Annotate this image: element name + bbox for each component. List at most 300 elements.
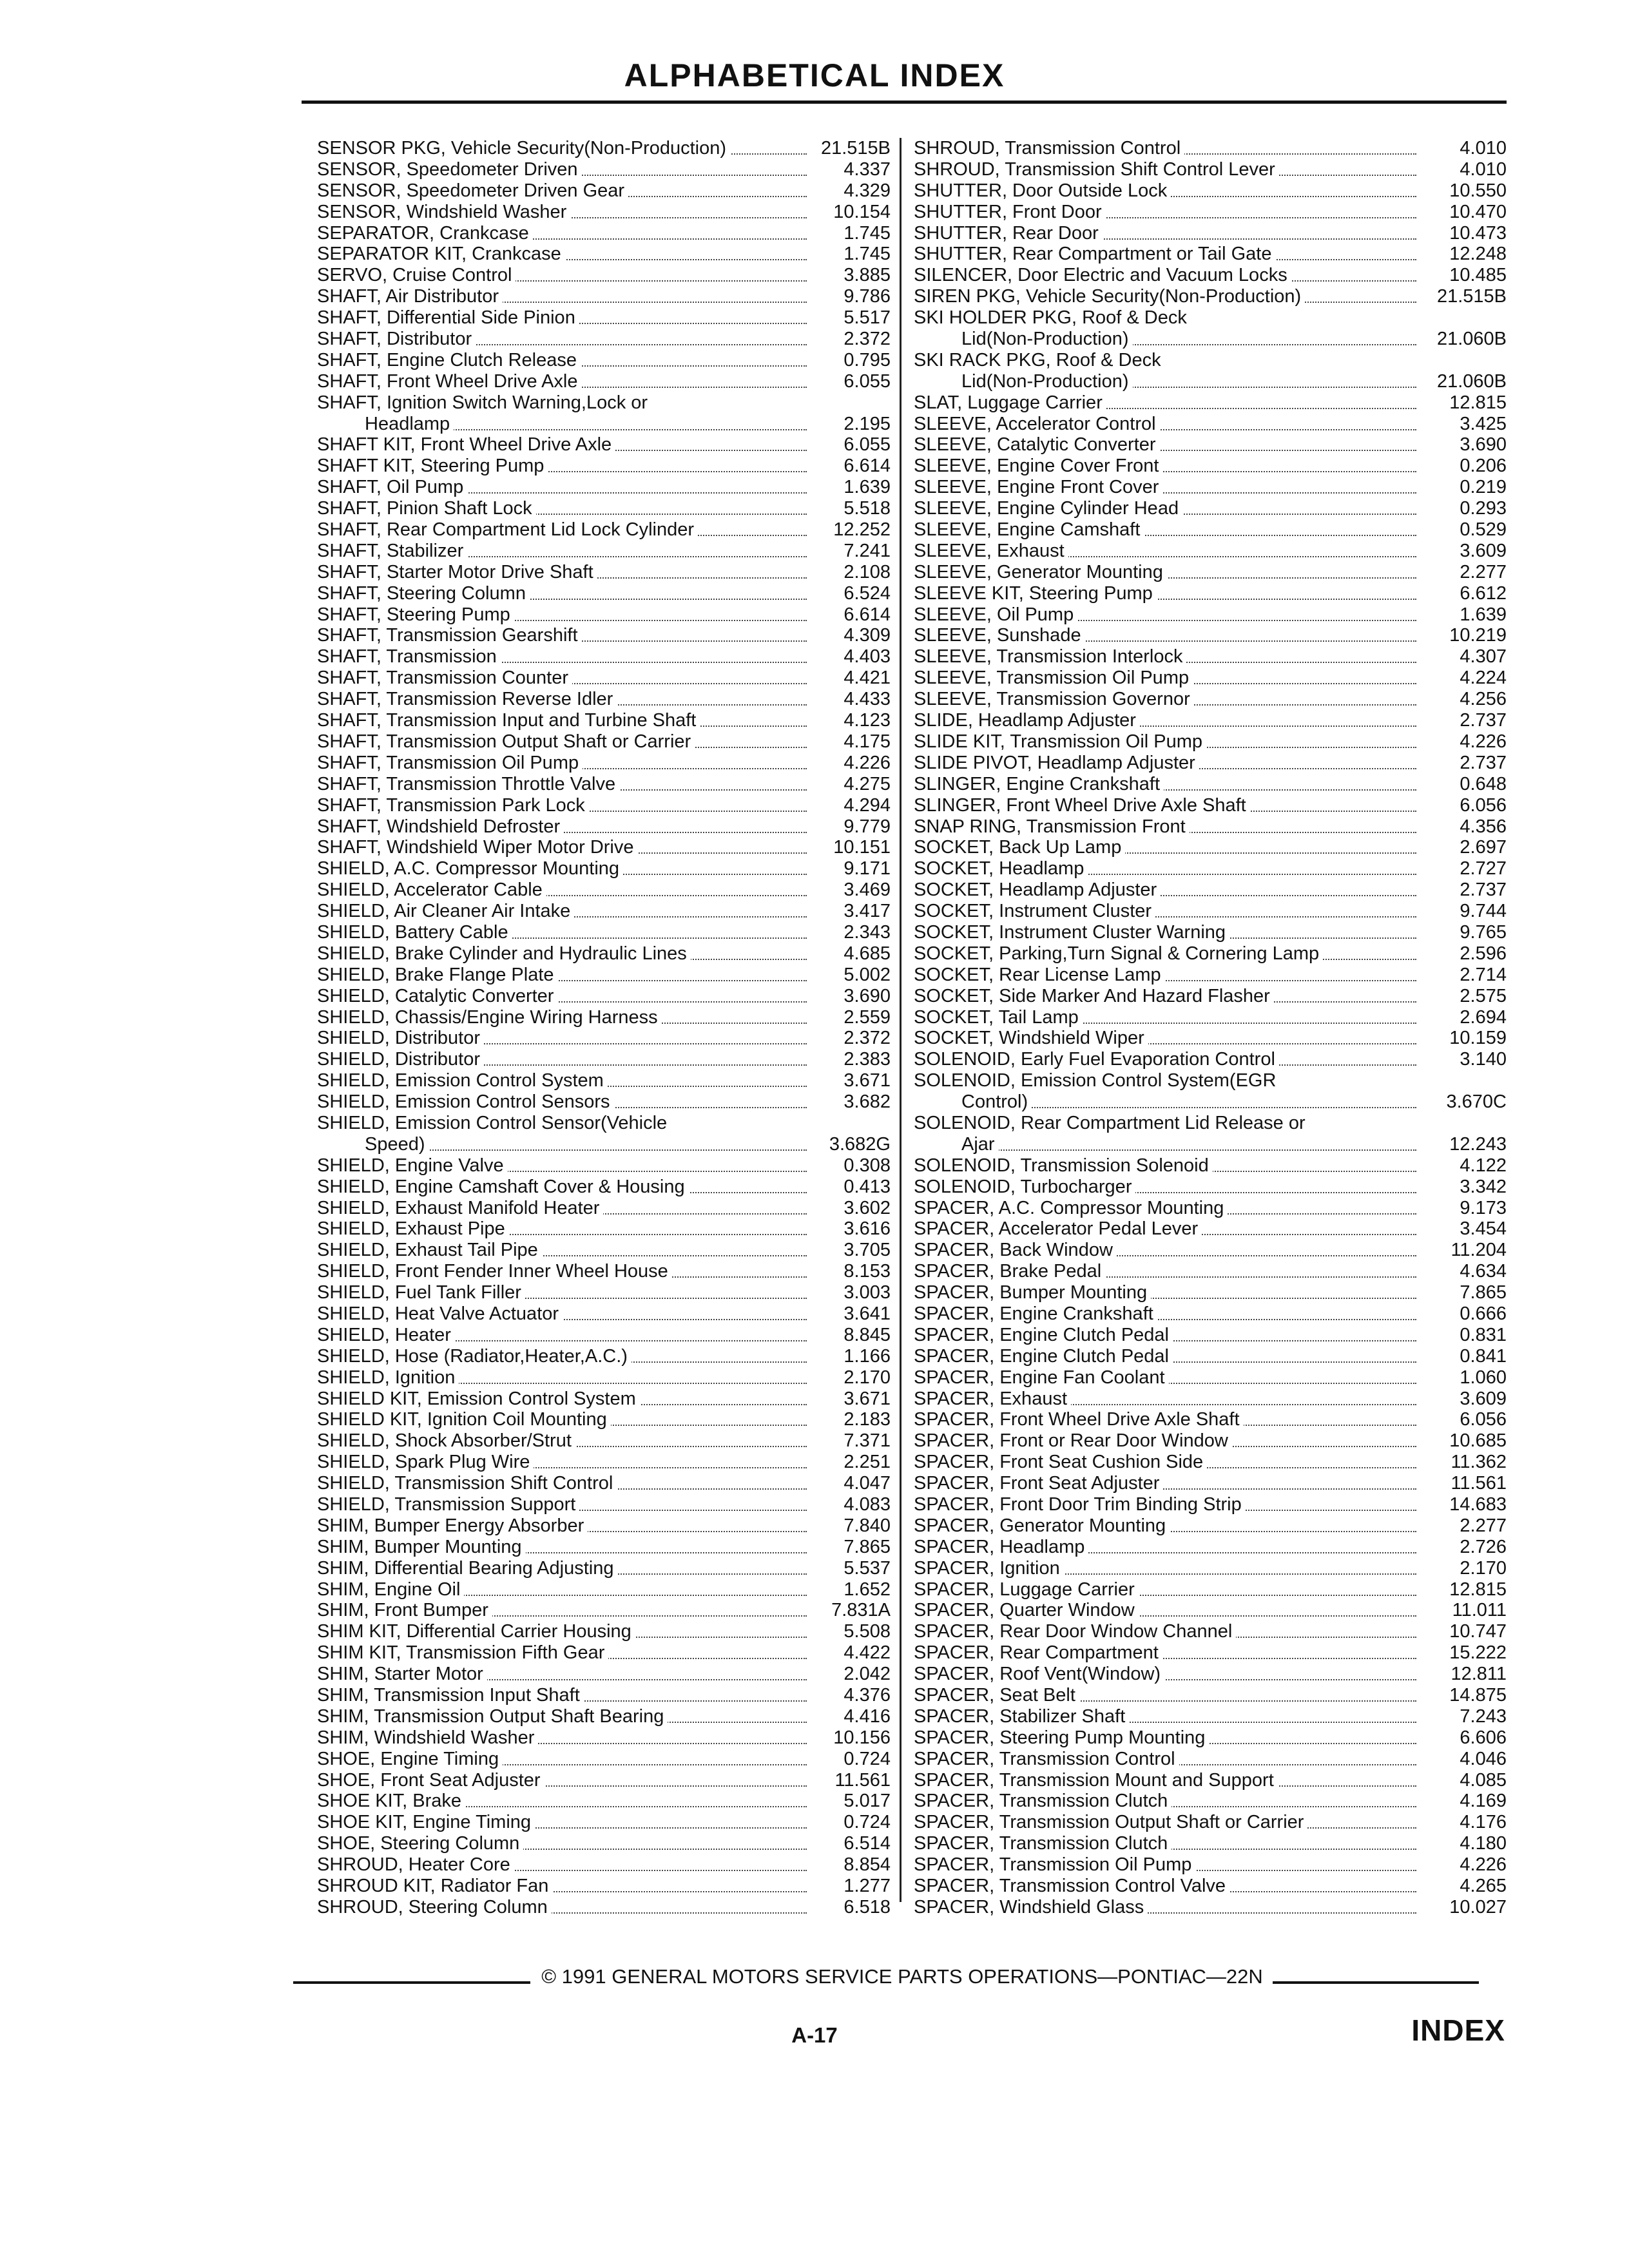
index-entry xyxy=(317,837,891,858)
entry-reference-number: 4.433 xyxy=(840,689,891,710)
entry-reference-number: 4.122 xyxy=(1456,1155,1507,1177)
entry-text: SHIELD, Emission Control System xyxy=(317,1070,608,1091)
entry-text: SHAFT, Oil Pump xyxy=(317,477,467,498)
entry-text: SHAFT, Steering Pump xyxy=(317,604,514,626)
entry-text: SHIM KIT, Differential Carrier Housing xyxy=(317,1621,635,1642)
entry-reference-number: 2.559 xyxy=(840,1007,891,1028)
index-entry xyxy=(914,562,1507,583)
index-entry xyxy=(914,498,1507,519)
entry-text: SHIELD, Transmission Support xyxy=(317,1494,579,1515)
entry-text: SLEEVE, Transmission Oil Pump xyxy=(914,668,1193,689)
entry-text: SHIELD, Heater xyxy=(317,1325,455,1346)
entry-reference-number: 10.151 xyxy=(829,837,891,858)
index-entry xyxy=(914,668,1507,689)
index-entry xyxy=(914,965,1507,986)
entry-reference-number: 4.416 xyxy=(840,1706,891,1727)
entry-text: SPACER, Steering Pump Mounting xyxy=(914,1727,1209,1749)
entry-reference-number: 0.219 xyxy=(1456,477,1507,498)
index-entry xyxy=(317,1007,891,1028)
index-entry xyxy=(317,1346,891,1367)
entry-reference-number: 21.060B xyxy=(1433,329,1507,350)
index-entry xyxy=(317,519,891,541)
index-entry xyxy=(317,1282,891,1303)
index-entry xyxy=(317,541,891,562)
index-entry xyxy=(914,329,1507,350)
index-entry xyxy=(914,1177,1507,1198)
index-entry xyxy=(914,392,1507,414)
entry-reference-number: 4.175 xyxy=(840,731,891,753)
title-rule xyxy=(302,101,1507,104)
index-entry xyxy=(317,1452,891,1473)
index-entry xyxy=(317,244,891,265)
entry-text: SPACER, Transmission Oil Pump xyxy=(914,1854,1195,1876)
entry-reference-number: 4.294 xyxy=(840,795,891,816)
entry-reference-number: 1.745 xyxy=(840,223,891,244)
index-entry xyxy=(914,1367,1507,1389)
entry-text: SHIELD, Emission Control Sensors xyxy=(317,1091,614,1113)
entry-reference-number: 11.362 xyxy=(1447,1452,1507,1473)
entry-text: SHIELD, Transmission Shift Control xyxy=(317,1473,617,1494)
entry-reference-number: 2.697 xyxy=(1456,837,1507,858)
entry-text: Headlamp xyxy=(317,414,454,435)
entry-text: SHAFT, Front Wheel Drive Axle xyxy=(317,371,582,392)
index-entry xyxy=(317,1854,891,1876)
entry-text: SHIM, Engine Oil xyxy=(317,1579,464,1600)
entry-text: SHIELD, Exhaust Tail Pipe xyxy=(317,1240,542,1261)
entry-reference-number: 1.639 xyxy=(1456,604,1507,626)
entry-text: SHIELD, A.C. Compressor Mounting xyxy=(317,858,623,879)
entry-reference-number: 4.083 xyxy=(840,1494,891,1515)
entry-text: SHUTTER, Rear Door xyxy=(914,223,1103,244)
entry-reference-number: 4.685 xyxy=(840,943,891,965)
index-entry xyxy=(317,1070,891,1091)
entry-text: SHAFT KIT, Front Wheel Drive Axle xyxy=(317,434,615,456)
entry-reference-number: 11.011 xyxy=(1449,1600,1507,1621)
index-entry xyxy=(317,329,891,350)
entry-reference-number: 0.206 xyxy=(1456,456,1507,477)
entry-reference-number: 0.795 xyxy=(840,350,891,371)
index-entry xyxy=(914,795,1507,816)
entry-text: SHIELD, Brake Flange Plate xyxy=(317,965,558,986)
entry-text: SHAFT, Transmission Park Lock xyxy=(317,795,589,816)
index-entry xyxy=(914,986,1507,1007)
entry-reference-number: 2.575 xyxy=(1456,986,1507,1007)
entry-text: SHIM KIT, Transmission Fifth Gear xyxy=(317,1642,608,1664)
index-entry xyxy=(317,286,891,307)
entry-text: SPACER, Transmission Mount and Support xyxy=(914,1770,1278,1791)
entry-text: SHROUD, Transmission Shift Control Lever xyxy=(914,159,1279,180)
footer-rule-left xyxy=(293,1981,530,1984)
index-entry xyxy=(317,1791,891,1812)
entry-text: SPACER, Seat Belt xyxy=(914,1685,1079,1706)
entry-text: SLEEVE, Engine Cylinder Head xyxy=(914,498,1182,519)
entry-text: SPACER, Luggage Carrier xyxy=(914,1579,1139,1600)
entry-reference-number: 4.046 xyxy=(1456,1749,1507,1770)
index-entry xyxy=(914,1113,1507,1134)
entry-reference-number: 8.845 xyxy=(840,1325,891,1346)
entry-text: SPACER, Transmission Control Valve xyxy=(914,1876,1229,1897)
index-entry xyxy=(914,816,1507,838)
entry-reference-number: 9.173 xyxy=(1456,1198,1507,1219)
entry-text: SPACER, Front Seat Adjuster xyxy=(914,1473,1163,1494)
entry-text: SHAFT, Steering Column xyxy=(317,583,530,604)
entry-reference-number: 0.724 xyxy=(840,1812,891,1833)
index-entry xyxy=(317,456,891,477)
entry-text: SLEEVE, Accelerator Control xyxy=(914,414,1160,435)
entry-reference-number: 4.356 xyxy=(1456,816,1507,838)
entry-text: SOCKET, Tail Lamp xyxy=(914,1007,1083,1028)
entry-reference-number: 4.224 xyxy=(1456,668,1507,689)
entry-reference-number: 1.166 xyxy=(840,1346,891,1367)
entry-text: SOLENOID, Transmission Solenoid xyxy=(914,1155,1213,1177)
entry-text: Speed) xyxy=(317,1134,429,1155)
entry-reference-number: 5.017 xyxy=(840,1791,891,1812)
entry-reference-number: 10.747 xyxy=(1445,1621,1507,1642)
index-entry xyxy=(317,1706,891,1727)
index-entry xyxy=(317,901,891,922)
entry-text: SHIELD, Shock Absorber/Strut xyxy=(317,1430,575,1452)
index-entry xyxy=(317,922,891,943)
entry-reference-number: 4.226 xyxy=(1456,731,1507,753)
index-column-left xyxy=(317,138,891,1918)
index-entry xyxy=(914,477,1507,498)
index-entry xyxy=(914,1155,1507,1177)
entry-text: SLINGER, Front Wheel Drive Axle Shaft xyxy=(914,795,1250,816)
entry-text: SOCKET, Windshield Wiper xyxy=(914,1028,1148,1049)
index-entry xyxy=(317,1833,891,1854)
entry-text: SPACER, Generator Mounting xyxy=(914,1515,1170,1537)
index-entry xyxy=(914,1028,1507,1049)
entry-reference-number: 7.865 xyxy=(840,1537,891,1558)
entry-text: SOCKET, Rear License Lamp xyxy=(914,965,1165,986)
entry-text: SPACER, Rear Compartment xyxy=(914,1642,1162,1664)
entry-reference-number: 6.056 xyxy=(1456,1409,1507,1430)
entry-text: SPACER, Engine Crankshaft xyxy=(914,1303,1157,1325)
entry-text: SLIDE KIT, Transmission Oil Pump xyxy=(914,731,1206,753)
entry-text: SENSOR PKG, Vehicle Security(Non-Production) xyxy=(317,138,730,159)
entry-text: Ajar xyxy=(914,1134,999,1155)
entry-reference-number: 9.779 xyxy=(840,816,891,838)
entry-text: SOCKET, Back Up Lamp xyxy=(914,837,1125,858)
entry-text: SLAT, Luggage Carrier xyxy=(914,392,1106,414)
entry-reference-number: 11.561 xyxy=(831,1770,891,1791)
index-entry xyxy=(914,646,1507,668)
entry-text: SHIELD, Accelerator Cable xyxy=(317,879,546,901)
entry-text: SHOE, Front Seat Adjuster xyxy=(317,1770,545,1791)
entry-text: SHIM, Transmission Input Shaft xyxy=(317,1685,584,1706)
index-entry xyxy=(317,1367,891,1389)
entry-text: SPACER, Headlamp xyxy=(914,1537,1088,1558)
index-entry xyxy=(317,1028,891,1049)
index-entry xyxy=(317,138,891,159)
index-entry xyxy=(914,202,1507,223)
entry-reference-number: 4.180 xyxy=(1456,1833,1507,1854)
index-entry xyxy=(914,1494,1507,1515)
entry-reference-number: 4.176 xyxy=(1456,1812,1507,1833)
entry-text: Lid(Non-Production) xyxy=(914,329,1133,350)
index-entry xyxy=(914,943,1507,965)
index-entry xyxy=(317,710,891,731)
entry-reference-number: 9.765 xyxy=(1456,922,1507,943)
index-entry xyxy=(317,477,891,498)
entry-text: SLEEVE, Engine Cover Front xyxy=(914,456,1162,477)
index-entry xyxy=(914,1430,1507,1452)
entry-text: SHIM, Starter Motor xyxy=(317,1664,487,1685)
entry-reference-number: 0.308 xyxy=(840,1155,891,1177)
entry-reference-number: 2.726 xyxy=(1456,1537,1507,1558)
entry-text: SPACER, Transmission Output Shaft or Carrier xyxy=(914,1812,1307,1833)
entry-reference-number: 3.602 xyxy=(840,1198,891,1219)
entry-reference-number: 1.060 xyxy=(1456,1367,1507,1389)
entry-text: SHAFT, Windshield Defroster xyxy=(317,816,564,838)
index-entry xyxy=(914,434,1507,456)
index-entry xyxy=(914,583,1507,604)
entry-reference-number: 2.383 xyxy=(840,1049,891,1070)
entry-text: SHOE, Engine Timing xyxy=(317,1749,503,1770)
entry-reference-number: 8.854 xyxy=(840,1854,891,1876)
entry-reference-number: 12.811 xyxy=(1447,1664,1507,1685)
index-entry xyxy=(914,1261,1507,1282)
footer-page-number: A-17 xyxy=(791,2023,838,2047)
index-entry xyxy=(317,965,891,986)
index-entry xyxy=(317,1642,891,1664)
entry-text: SHIM, Differential Bearing Adjusting xyxy=(317,1558,617,1579)
entry-reference-number: 11.204 xyxy=(1447,1240,1507,1261)
entry-reference-number: 5.537 xyxy=(840,1558,891,1579)
entry-reference-number: 3.671 xyxy=(840,1389,891,1410)
entry-reference-number: 6.055 xyxy=(840,434,891,456)
entry-reference-number: 2.596 xyxy=(1456,943,1507,965)
entry-reference-number: 9.171 xyxy=(840,858,891,879)
index-entry xyxy=(317,1389,891,1410)
entry-reference-number: 6.614 xyxy=(840,604,891,626)
entry-reference-number: 4.010 xyxy=(1456,138,1507,159)
index-entry xyxy=(914,350,1507,371)
entry-reference-number: 2.170 xyxy=(840,1367,891,1389)
entry-text: SHIELD, Hose (Radiator,Heater,A.C.) xyxy=(317,1346,631,1367)
entry-text: SOCKET, Headlamp xyxy=(914,858,1088,879)
entry-text: SHOE KIT, Engine Timing xyxy=(317,1812,535,1833)
entry-text: SHAFT, Engine Clutch Release xyxy=(317,350,581,371)
entry-text: SHROUD, Steering Column xyxy=(317,1897,552,1918)
entry-text: SPACER, Bumper Mounting xyxy=(914,1282,1151,1303)
entry-text: SHAFT, Distributor xyxy=(317,329,476,350)
entry-text: SLEEVE, Generator Mounting xyxy=(914,562,1167,583)
index-entry xyxy=(914,286,1507,307)
index-entry xyxy=(914,1812,1507,1833)
entry-reference-number: 3.003 xyxy=(840,1282,891,1303)
entry-reference-number: 3.690 xyxy=(1456,434,1507,456)
entry-text: SPACER, Transmission Control xyxy=(914,1749,1179,1770)
index-entry xyxy=(317,879,891,901)
entry-reference-number: 5.518 xyxy=(840,498,891,519)
entry-reference-number: 4.047 xyxy=(840,1473,891,1494)
entry-text: SHIM, Windshield Washer xyxy=(317,1727,538,1749)
index-entry xyxy=(914,1515,1507,1537)
entry-text: SHIELD, Exhaust Pipe xyxy=(317,1218,509,1240)
entry-reference-number: 2.042 xyxy=(840,1664,891,1685)
index-entry xyxy=(317,1537,891,1558)
entry-reference-number: 10.219 xyxy=(1445,625,1507,646)
index-entry xyxy=(914,1282,1507,1303)
entry-text: SPACER, Transmission Clutch xyxy=(914,1791,1171,1812)
index-entry xyxy=(317,1430,891,1452)
entry-reference-number: 2.714 xyxy=(1456,965,1507,986)
index-entry xyxy=(317,1664,891,1685)
entry-text: SHIELD, Battery Cable xyxy=(317,922,512,943)
entry-reference-number: 6.612 xyxy=(1456,583,1507,604)
entry-reference-number: 10.156 xyxy=(829,1727,891,1749)
entry-reference-number: 7.243 xyxy=(1456,1706,1507,1727)
index-entry xyxy=(317,1897,891,1918)
index-entry xyxy=(317,202,891,223)
entry-text: SHIELD, Engine Camshaft Cover & Housing xyxy=(317,1177,689,1198)
index-entry xyxy=(317,1409,891,1430)
index-entry xyxy=(914,1303,1507,1325)
entry-reference-number: 2.277 xyxy=(1456,562,1507,583)
entry-text: SHAFT, Stabilizer xyxy=(317,541,467,562)
entry-reference-number: 1.652 xyxy=(840,1579,891,1600)
entry-text: SLEEVE, Engine Front Cover xyxy=(914,477,1162,498)
entry-text: SHAFT, Transmission Output Shaft or Carrier xyxy=(317,731,695,753)
entry-text: SHAFT, Rear Compartment Lid Lock Cylinder xyxy=(317,519,698,541)
index-entry xyxy=(317,1134,891,1155)
index-entry xyxy=(914,1579,1507,1600)
index-entry xyxy=(317,414,891,435)
index-entry xyxy=(914,1791,1507,1812)
entry-reference-number: 2.170 xyxy=(1456,1558,1507,1579)
index-entry xyxy=(914,837,1507,858)
index-entry xyxy=(914,265,1507,286)
entry-reference-number: 3.454 xyxy=(1456,1218,1507,1240)
index-entry xyxy=(914,689,1507,710)
index-entry xyxy=(317,1091,891,1113)
index-entry xyxy=(914,1897,1507,1918)
entry-text: SHROUD, Transmission Control xyxy=(914,138,1184,159)
entry-text: SNAP RING, Transmission Front xyxy=(914,816,1190,838)
entry-text: SLEEVE, Oil Pump xyxy=(914,604,1077,626)
entry-text: SPACER, Accelerator Pedal Lever xyxy=(914,1218,1202,1240)
entry-reference-number: 3.609 xyxy=(1456,541,1507,562)
entry-text: Lid(Non-Production) xyxy=(914,371,1133,392)
index-entry xyxy=(914,879,1507,901)
entry-text: SPACER, Ignition xyxy=(914,1558,1064,1579)
entry-text: SHAFT, Differential Side Pinion xyxy=(317,307,579,329)
entry-reference-number: 12.243 xyxy=(1445,1134,1507,1155)
entry-reference-number: 4.085 xyxy=(1456,1770,1507,1791)
entry-reference-number: 3.682 xyxy=(840,1091,891,1113)
index-entry xyxy=(914,1409,1507,1430)
index-entry xyxy=(914,604,1507,626)
index-entry xyxy=(317,1177,891,1198)
entry-reference-number: 3.682G xyxy=(825,1134,891,1155)
index-entry xyxy=(317,668,891,689)
entry-reference-number: 14.875 xyxy=(1445,1685,1507,1706)
index-entry xyxy=(914,1600,1507,1621)
entry-reference-number: 3.469 xyxy=(840,879,891,901)
index-entry xyxy=(914,901,1507,922)
entry-text: SENSOR, Windshield Washer xyxy=(317,202,570,223)
index-entry xyxy=(317,1113,891,1134)
entry-reference-number: 2.277 xyxy=(1456,1515,1507,1537)
entry-text: SHUTTER, Rear Compartment or Tail Gate xyxy=(914,244,1275,265)
entry-reference-number: 0.413 xyxy=(840,1177,891,1198)
entry-text: SHAFT, Transmission Oil Pump xyxy=(317,753,583,774)
entry-reference-number: 10.485 xyxy=(1445,265,1507,286)
entry-reference-number: 21.515B xyxy=(817,138,891,159)
index-entry xyxy=(317,371,891,392)
entry-reference-number: 0.293 xyxy=(1456,498,1507,519)
entry-reference-number: 7.241 xyxy=(840,541,891,562)
index-entry xyxy=(914,1770,1507,1791)
entry-text: SPACER, Engine Clutch Pedal xyxy=(914,1346,1173,1367)
entry-text: SHIELD, Distributor xyxy=(317,1049,484,1070)
entry-text: SPACER, Engine Fan Coolant xyxy=(914,1367,1169,1389)
entry-reference-number: 3.671 xyxy=(840,1070,891,1091)
entry-text: SHIELD, Engine Valve xyxy=(317,1155,508,1177)
entry-text: SLEEVE, Sunshade xyxy=(914,625,1085,646)
entry-text: SOLENOID, Rear Compartment Lid Release or xyxy=(914,1113,1309,1134)
entry-text: SEPARATOR KIT, Crankcase xyxy=(317,244,565,265)
entry-reference-number: 7.865 xyxy=(1456,1282,1507,1303)
index-entry xyxy=(317,223,891,244)
entry-text: SHAFT, Transmission Reverse Idler xyxy=(317,689,617,710)
index-entry xyxy=(317,1600,891,1621)
entry-text: SLEEVE, Engine Camshaft xyxy=(914,519,1144,541)
entry-reference-number: 12.815 xyxy=(1445,392,1507,414)
index-entry xyxy=(914,710,1507,731)
entry-text: SHAFT, Transmission Throttle Valve xyxy=(317,774,619,795)
entry-reference-number: 6.606 xyxy=(1456,1727,1507,1749)
index-entry xyxy=(317,1876,891,1897)
index-entry xyxy=(914,541,1507,562)
entry-reference-number: 21.060B xyxy=(1433,371,1507,392)
entry-reference-number: 2.372 xyxy=(840,1028,891,1049)
entry-reference-number: 9.744 xyxy=(1456,901,1507,922)
entry-text: SPACER, Transmission Clutch xyxy=(914,1833,1171,1854)
index-entry xyxy=(317,1198,891,1219)
index-entry xyxy=(914,1346,1507,1367)
entry-text: SPACER, Stabilizer Shaft xyxy=(914,1706,1129,1727)
index-entry xyxy=(914,1706,1507,1727)
footer-copyright: © 1991 GENERAL MOTORS SERVICE PARTS OPERATIONS—PONTIAC—22N xyxy=(541,1965,1263,1988)
entry-reference-number: 4.169 xyxy=(1456,1791,1507,1812)
index-entry xyxy=(914,414,1507,435)
entry-reference-number: 3.140 xyxy=(1456,1049,1507,1070)
entry-text: SERVO, Cruise Control xyxy=(317,265,516,286)
entry-reference-number: 3.885 xyxy=(840,265,891,286)
entry-text: SHIELD, Fuel Tank Filler xyxy=(317,1282,525,1303)
footer-rule-right xyxy=(1273,1981,1479,1984)
entry-text: SPACER, Front or Rear Door Window xyxy=(914,1430,1232,1452)
entry-reference-number: 6.614 xyxy=(840,456,891,477)
entry-reference-number: 3.342 xyxy=(1456,1177,1507,1198)
entry-text: SPACER, Back Window xyxy=(914,1240,1117,1261)
entry-reference-number: 4.256 xyxy=(1456,689,1507,710)
index-entry xyxy=(317,434,891,456)
entry-reference-number: 4.123 xyxy=(840,710,891,731)
entry-text: SOLENOID, Turbocharger xyxy=(914,1177,1135,1198)
entry-text: SHIELD, Front Fender Inner Wheel House xyxy=(317,1261,672,1282)
index-entry xyxy=(317,1325,891,1346)
entry-reference-number: 3.690 xyxy=(840,986,891,1007)
index-entry xyxy=(317,1558,891,1579)
entry-text: SHIELD, Distributor xyxy=(317,1028,484,1049)
entry-reference-number: 12.252 xyxy=(829,519,891,541)
index-entry xyxy=(317,1303,891,1325)
index-entry xyxy=(317,986,891,1007)
entry-text: SPACER, Roof Vent(Window) xyxy=(914,1664,1164,1685)
